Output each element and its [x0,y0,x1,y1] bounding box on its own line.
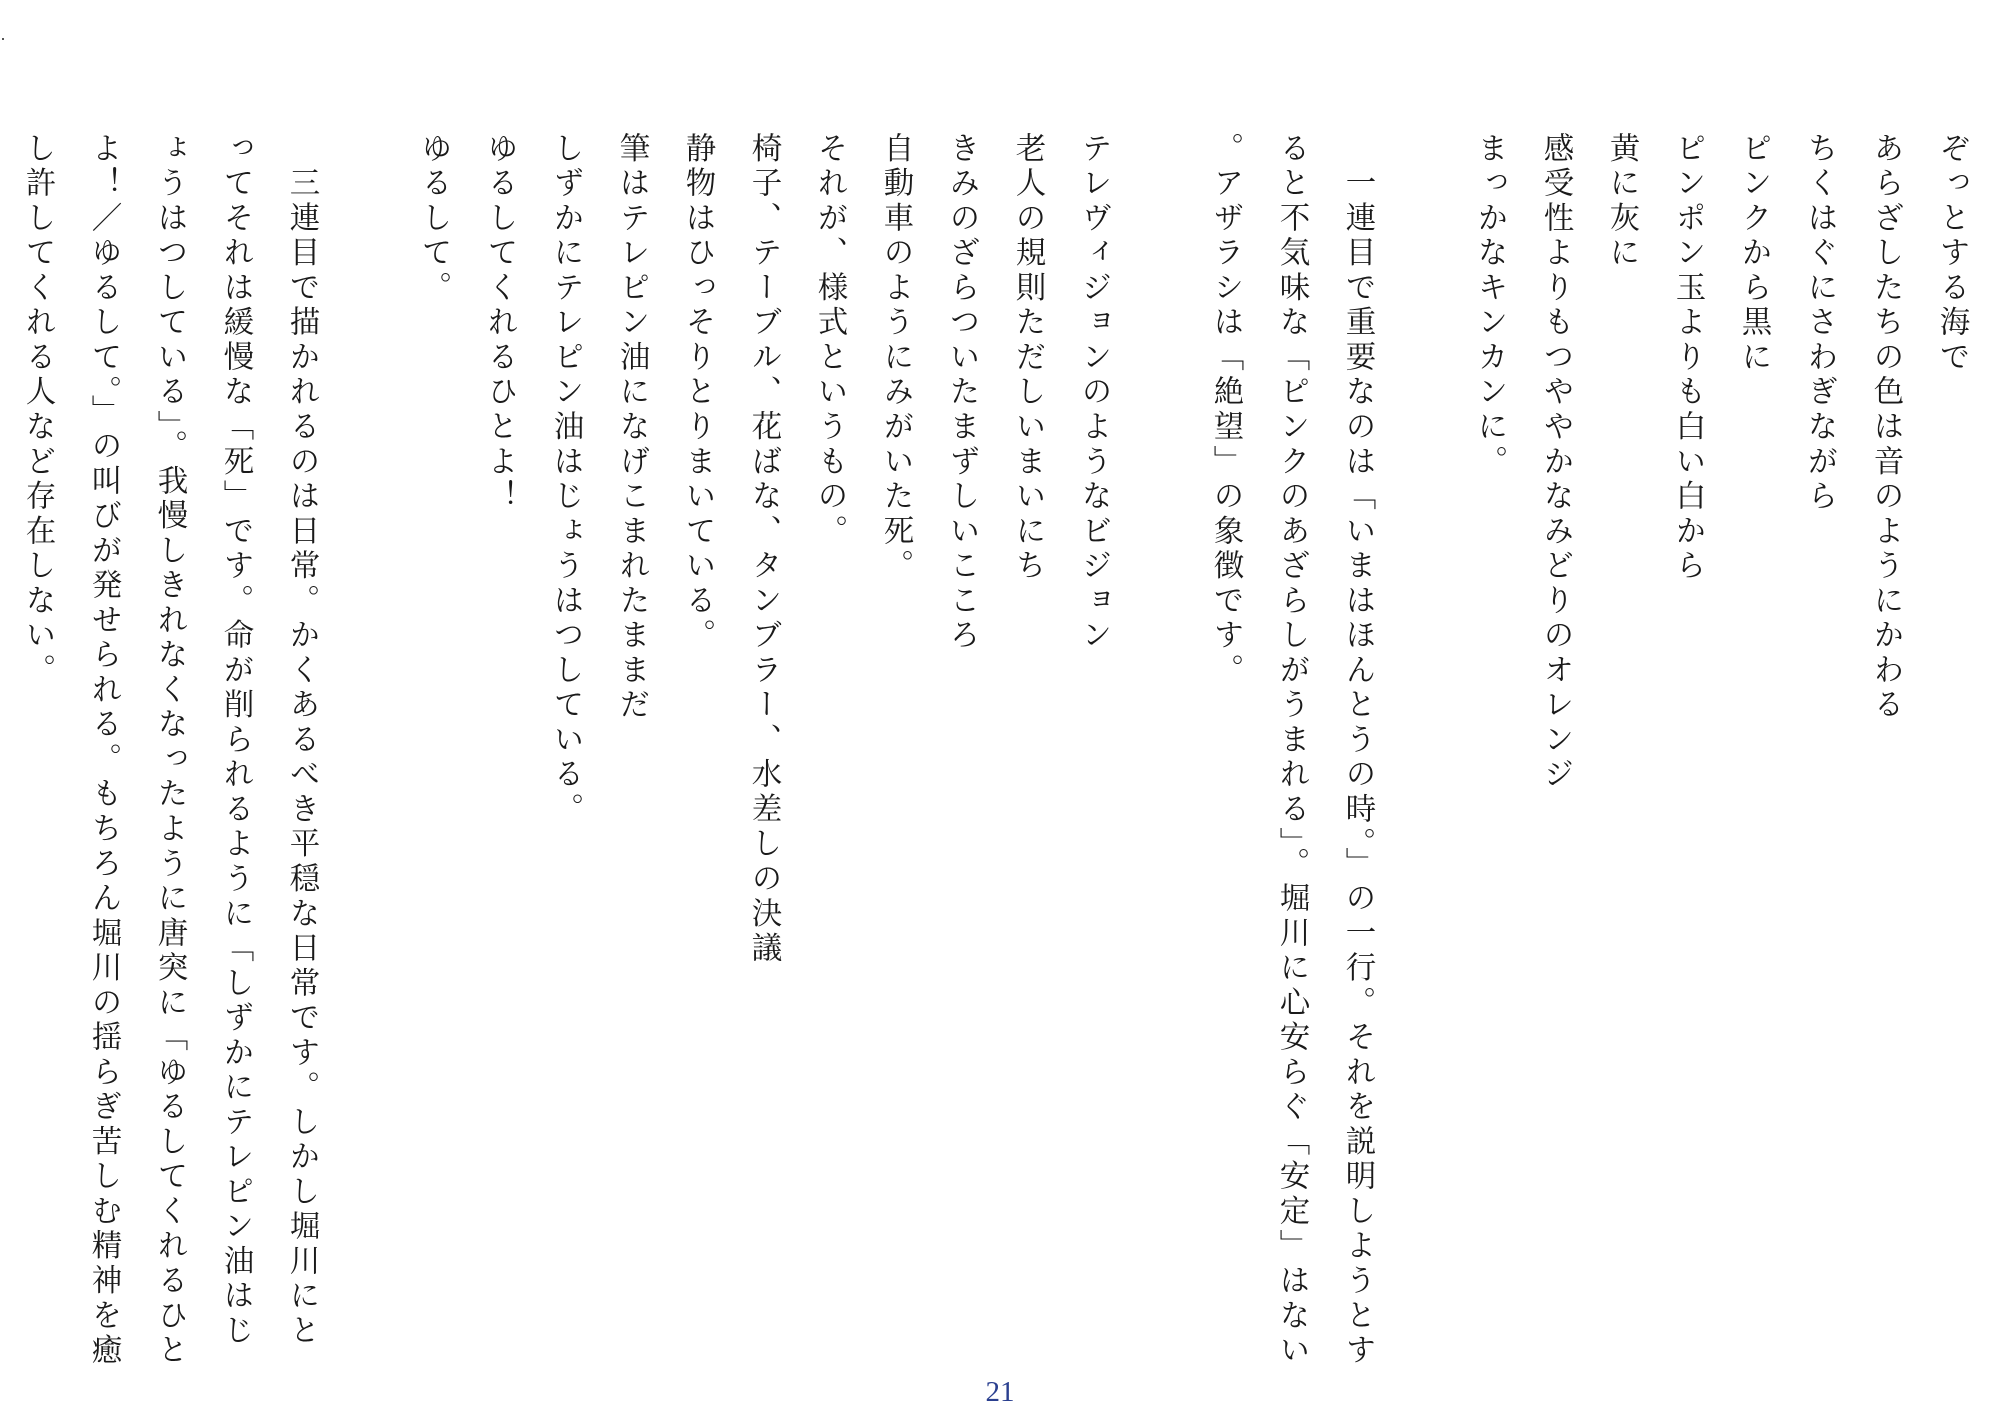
page-number: 21 [985,1376,1015,1408]
poem-line: 自動車のようにみがいた死。 [878,132,913,585]
poem-line: 椅子、テーブル、花ばな、タンブラー、水差しの決議 [746,132,781,967]
commentary-paragraph-1: 一連目で重要なのは「いまはほんとうの時。」の一行。それを説明しようとすると不気味な「ピンクのあざらしがうまれる」。堀川に心安らぐ「安定」はない。アザラシは「絶望」の象徴です。 [1208,132,1375,1369]
poem-line: ぞっとする海で [1934,132,1969,376]
poem-line: 静物はひっそりとりまいている。 [680,132,715,654]
vertical-text-body [0,132,2000,1382]
poem-line: 感受性よりもつややかなみどりのオレンジ [1538,132,1573,793]
stanza-gap [1390,132,1456,1382]
poem-line: 老人の規則ただしいまいにち [1010,132,1045,585]
poem-line: 筆はテレピン油になげこまれたままだ [614,132,649,724]
commentary-paragraph-2: 三連目で描かれるのは日常。かくあるべき平穏な日常です。しかし堀川にとってそれは緩慢な「死」です。命が削られるように「しずかにテレピン油はじょうはつしている」。我慢しきれなくなったように唐突に「ゆるしてくれるひとよ！／ゆるして。」の叫びが発せられる。もちろん堀川の揺らぎ苦しむ精神を癒し許してくれる人など存在しない。 [20,132,319,1369]
stanza-gap [1126,132,1192,1382]
poem-line: あらざしたちの色は音のようにかわる [1868,132,1903,724]
poem-line: ピンクから黒に [1736,132,1771,376]
poem-line: ゆるして。 [416,132,451,306]
poem-line: きみのざらついたまずしいこころ [944,132,979,654]
poem-line: 黄に灰に [1604,132,1639,272]
scan-edge-mark [2,38,4,40]
poem-line: ゆるしてくれるひとよ！ [482,132,517,515]
poem-stanza-1 [1456,132,1984,1382]
poem-line: それが、様式というもの。 [812,132,847,550]
poem-line: テレヴィジョンのようなビジョン [1076,132,1111,654]
poem-stanza-2 [400,132,1126,1382]
poem-line: しずかにテレピン油はじょうはつしている。 [548,132,583,828]
poem-line: まっかなキンカンに。 [1472,132,1507,480]
poem-line: ピンポン玉よりも白い白から [1670,132,1705,585]
stanza-gap [334,132,400,1382]
poem-line: ちくはぐにさわぎながら [1802,132,1837,515]
